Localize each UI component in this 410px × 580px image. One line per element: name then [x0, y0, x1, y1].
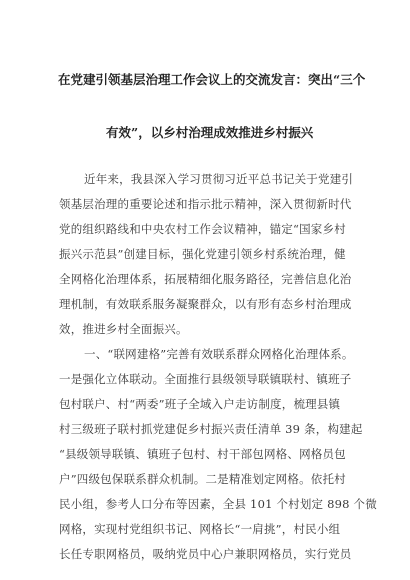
paragraph-2-line-1: 一、“联网建格”完善有效联系群众网格化治理体系。: [84, 347, 354, 361]
paragraph-2-line-8: 网格，实现村党组织书记、网格长“一肩挑”，村民小组: [59, 522, 341, 536]
paragraph-1-line-5: 全网格化治理体系，拓展精细化服务路径，完善信息化治: [59, 272, 352, 286]
paragraph-1-line-2: 领基层治理的重要论述和指示批示精神，深入贯彻新时代: [59, 197, 352, 211]
paragraph-1-line-3: 党的组织路线和中央农村工作会议精神，锚定“国家乡村: [59, 222, 346, 236]
paragraph-1-line-7: 效，推进乡村全面振兴。: [59, 322, 188, 336]
paragraph-2-line-5: “县级领导联镇、镇班子包村、村干部包网格、网格员包: [59, 447, 346, 461]
paragraph-1-line-4: 振兴示范县”创建目标，强化党建引领乡村系统治理，健: [59, 247, 346, 261]
paragraph-2-line-7: 民小组，参考人口分布等因素，全县 101 个村划定 898 个微: [59, 497, 377, 511]
paragraph-1-line-1: 近年来，我县深入学习贯彻习近平总书记关于党建引: [84, 172, 354, 186]
paragraph-2-line-4: 村三级班子联村抓党建促乡村振兴责任清单 39 条，构建起: [59, 422, 363, 436]
document-title-line-2: 有效”，以乡村治理成效推进乡村振兴: [106, 125, 314, 140]
paragraph-2-line-9: 长任专职网格员，吸纳党员中心户兼职网格员，实行党员: [59, 547, 352, 561]
document-title-line-1: 在党建引领基层治理工作会议上的交流发言：突出“三个: [58, 72, 366, 87]
paragraph-2-line-2: 一是强化立体联动。全面推行县级领导联镇联村、镇班子: [59, 372, 352, 386]
paragraph-2-line-6: 户”四级包保联系群众机制。二是精准划定网格。依托村: [59, 472, 346, 486]
paragraph-2-line-3: 包村联户、村“两委”班子全域入户走访制度，梳理县镇: [59, 397, 341, 411]
paragraph-1-line-6: 理机制，有效联系服务凝聚群众，以有形有态乡村治理成: [59, 297, 352, 311]
